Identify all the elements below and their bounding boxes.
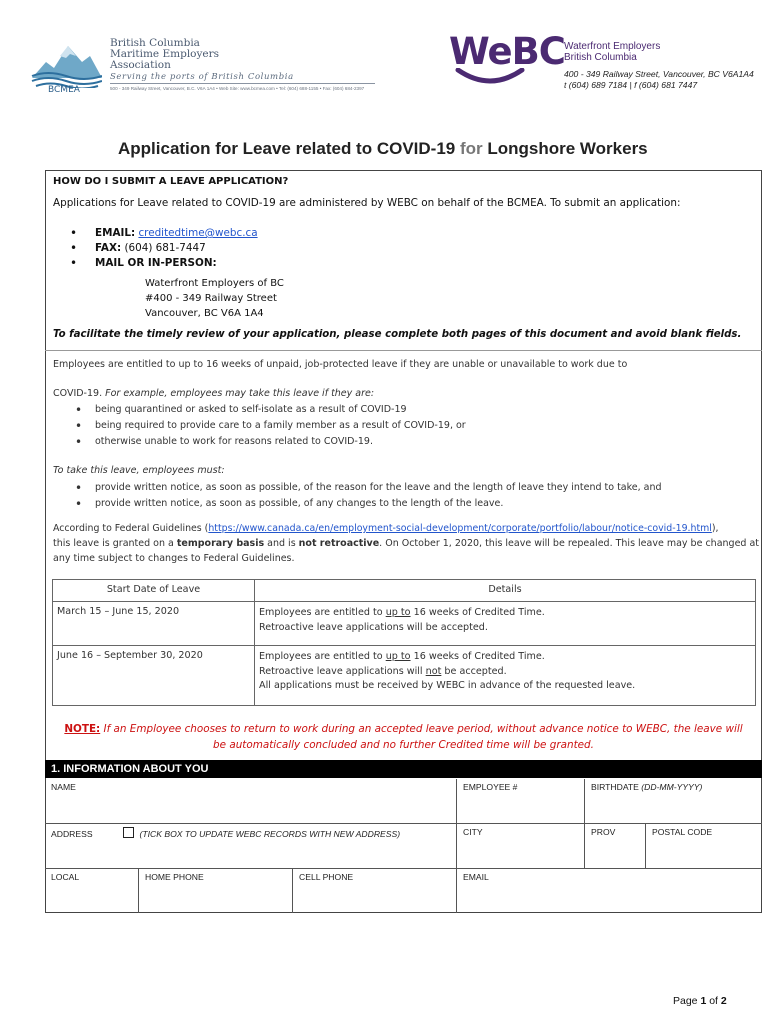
- federal-suffix: ),: [711, 523, 719, 534]
- email-input[interactable]: [457, 887, 762, 913]
- page-total: 2: [720, 995, 727, 1007]
- row1-date: March 15 – June 15, 2020: [53, 602, 255, 646]
- tick-box-instruction: (TICK BOX TO UPDATE WEBC RECORDS WITH NEW ADDRESS): [139, 829, 401, 839]
- leave-musts: [53, 480, 753, 512]
- header-details: Details: [255, 580, 756, 602]
- federal-guidelines-link[interactable]: https://www.canada.ca/en/employment-social-development/corporate/portfolio/labour/notice-covid-19.html: [208, 523, 712, 534]
- row2-d2-b: be accepted.: [441, 665, 507, 677]
- webc-wordmark: WeBC: [449, 30, 565, 73]
- bcmea-line-1: British Columbia: [110, 37, 200, 49]
- birthdate-format: (DD-MM-YYYY): [641, 782, 703, 792]
- federal-bold-not-retroactive: not retroactive: [298, 538, 380, 549]
- title-for-word: for: [459, 139, 483, 158]
- webc-line-2: British Columbia: [564, 52, 637, 63]
- submit-email: [53, 226, 453, 241]
- email-label: EMAIL:: [95, 227, 136, 239]
- table-row: [53, 646, 756, 706]
- birthdate-input[interactable]: [585, 797, 762, 824]
- row2-date: June 16 – September 30, 2020: [53, 646, 255, 706]
- row2-detail-line-2: [259, 665, 751, 680]
- row2-details: [255, 646, 756, 706]
- bcmea-line-3: Association: [110, 59, 171, 71]
- webc-address: [564, 69, 754, 91]
- federal-text-c: . On October 1, 2020, this leave will be repealed. This leave may be changed at: [379, 538, 760, 549]
- address-input[interactable]: [45, 842, 457, 869]
- employee-number-input[interactable]: [457, 797, 585, 824]
- bcmea-divider: [110, 83, 375, 84]
- leave-table: [52, 579, 756, 706]
- webc-logo: [446, 30, 754, 92]
- note-text-1: If an Employee chooses to return to work during an accepted leave period, without advance notice to WEBC, the leave will: [100, 723, 743, 735]
- federal-prefix: According to Federal Guidelines (: [53, 523, 209, 534]
- must-item: • provide written notice, as soon as possible, of the reason for the leave and the length of leave they intend to take, and: [53, 480, 753, 496]
- local-input[interactable]: [45, 887, 139, 913]
- birthdate-label-a: BIRTHDATE: [591, 782, 642, 792]
- note-label: NOTE:: [64, 723, 101, 735]
- birthdate-label: [585, 779, 762, 797]
- table-row: [53, 602, 756, 646]
- row2-detail-line-3: All applications must be received by WEBC in advance of the requested leave.: [259, 680, 636, 691]
- update-address-checkbox[interactable]: [123, 827, 134, 838]
- row2-d1-underline: up to: [385, 651, 411, 662]
- row1-d1-b: 16 weeks of Credited Time.: [410, 607, 545, 618]
- row2-d1-a: Employees are entitled to: [259, 651, 386, 662]
- entitled-line-2-plain: COVID-19.: [53, 388, 106, 399]
- title-part-2: Longshore Workers: [482, 139, 648, 158]
- email-label: EMAIL: [463, 872, 489, 882]
- section-divider: [45, 350, 762, 351]
- mail-label: MAIL OR IN-PERSON:: [95, 256, 217, 269]
- entitled-line-2: [53, 388, 374, 399]
- address-label: ADDRESS: [51, 829, 93, 839]
- return-note: [45, 721, 762, 753]
- note-line-2: be automatically concluded and no further Credited time will be granted.: [213, 739, 594, 751]
- bcmea-address: 500 - 349 Railway Street, Vancouver, B.C. V6A 1A4 • Web Site: www.bcmea.com • Tel: (604) 688-1155 • Fax: (604) 684-2397: [110, 86, 365, 91]
- page-of: of: [706, 995, 721, 1007]
- federal-line-1: [53, 523, 719, 534]
- postal-code-input[interactable]: [646, 842, 762, 869]
- cell-phone-label: CELL PHONE: [293, 869, 457, 887]
- fax-value: (604) 681-7447: [124, 241, 206, 254]
- row2-d2-underline: not: [425, 665, 442, 677]
- information-grid: [45, 779, 762, 913]
- submit-fax: [53, 241, 453, 256]
- federal-bold-temporary: temporary basis: [176, 538, 265, 549]
- must-heading: To take this leave, employees must:: [53, 465, 225, 476]
- reason-item: • being quarantined or asked to self-isolate as a result of COVID-19: [53, 402, 613, 418]
- header-start-date: Start Date of Leave: [53, 580, 255, 602]
- mailing-address: [145, 276, 284, 321]
- city-input[interactable]: [457, 842, 585, 869]
- name-input[interactable]: [45, 797, 457, 824]
- bcmea-mountain-icon: [30, 40, 102, 88]
- leave-table-header-row: [53, 580, 756, 602]
- title-part-1: Application for Leave related to COVID-19: [118, 139, 460, 158]
- webc-smile-icon: [454, 68, 526, 84]
- home-phone-input[interactable]: [139, 887, 293, 913]
- address-label-cell: [45, 824, 457, 842]
- federal-line-2: [53, 538, 759, 549]
- webc-org-name: [564, 41, 660, 63]
- cell-phone-input[interactable]: [293, 887, 457, 913]
- address-line-2: #400 - 349 Railway Street: [145, 293, 277, 304]
- page-label: Page: [673, 995, 701, 1007]
- row2-d2-a: Retroactive leave applications will: [259, 665, 426, 677]
- row1-d1-a: Employees are entitled to: [259, 607, 386, 618]
- row1-detail-line-2: Retroactive leave applications will be accepted.: [259, 621, 488, 633]
- webc-address-line: 400 - 349 Railway Street, Vancouver, BC V6A1A4: [564, 69, 754, 79]
- row1-details: [255, 602, 756, 646]
- email-link[interactable]: creditedtime@webc.ca: [138, 227, 258, 239]
- bcmea-tagline: Serving the ports of British Columbia: [110, 72, 294, 82]
- reason-item: • otherwise unable to work for reasons related to COVID-19.: [53, 434, 613, 450]
- how-intro: Applications for Leave related to COVID-19 are administered by WEBC on behalf of the BCMEA. To submit an application:: [53, 197, 681, 209]
- entitled-line-1: Employees are entitled to up to 16 weeks of unpaid, job-protected leave if they are unable or unavailable to work due to: [53, 359, 628, 370]
- row1-d1-underline: up to: [385, 607, 411, 618]
- federal-line-3: any time subject to changes to Federal Guidelines.: [53, 553, 295, 564]
- how-heading: HOW DO I SUBMIT A LEAVE APPLICATION?: [53, 176, 289, 187]
- page-current: 1: [700, 995, 707, 1007]
- webc-phones: t (604) 689 7184 | f (604) 681 7447: [564, 80, 698, 90]
- reason-item: • being required to provide care to a family member as a result of COVID-19, or: [53, 418, 613, 434]
- fax-label: FAX:: [95, 241, 122, 254]
- row2-detail-line-1: [259, 650, 751, 665]
- section-information-header: 1. INFORMATION ABOUT YOU: [45, 760, 762, 778]
- note-line-1: [45, 721, 762, 737]
- home-phone-label: HOME PHONE: [139, 869, 293, 887]
- submit-methods: [53, 226, 453, 270]
- bcmea-org-name: [110, 38, 219, 71]
- page-number: [673, 995, 727, 1007]
- must-item: • provide written notice, as soon as possible, of any changes to the length of the leave.: [53, 496, 753, 512]
- entitled-line-2-italic: For example, employees may take this leave if they are:: [105, 388, 375, 399]
- bcmea-acronym: BCMEA: [48, 85, 80, 95]
- row2-d1-b: 16 weeks of Credited Time.: [410, 651, 545, 662]
- facilitate-note: To facilitate the timely review of your application, please complete both pages of this document and avoid blank fields.: [53, 329, 742, 340]
- federal-text-b: and is: [264, 538, 299, 549]
- submit-mail: [53, 256, 453, 271]
- webc-line-1: Waterfront Employers: [564, 41, 661, 52]
- local-label: LOCAL: [45, 869, 139, 887]
- bcmea-logo: [28, 38, 383, 98]
- address-line-1: Waterfront Employers of BC: [145, 278, 284, 289]
- city-label: CITY: [457, 824, 585, 842]
- name-label: NAME: [45, 779, 457, 797]
- page-title: [118, 139, 648, 159]
- address-line-3: Vancouver, BC V6A 1A4: [145, 308, 264, 319]
- employee-number-label: EMPLOYEE #: [457, 779, 585, 797]
- province-input[interactable]: [585, 842, 646, 869]
- province-label: PROV: [585, 824, 646, 842]
- row1-detail-line-1: [259, 606, 751, 621]
- bcmea-line-2: Maritime Employers: [110, 48, 220, 60]
- leave-reasons: [53, 402, 613, 450]
- federal-text-a: this leave is granted on a: [53, 538, 177, 549]
- postal-code-label: POSTAL CODE: [652, 827, 713, 837]
